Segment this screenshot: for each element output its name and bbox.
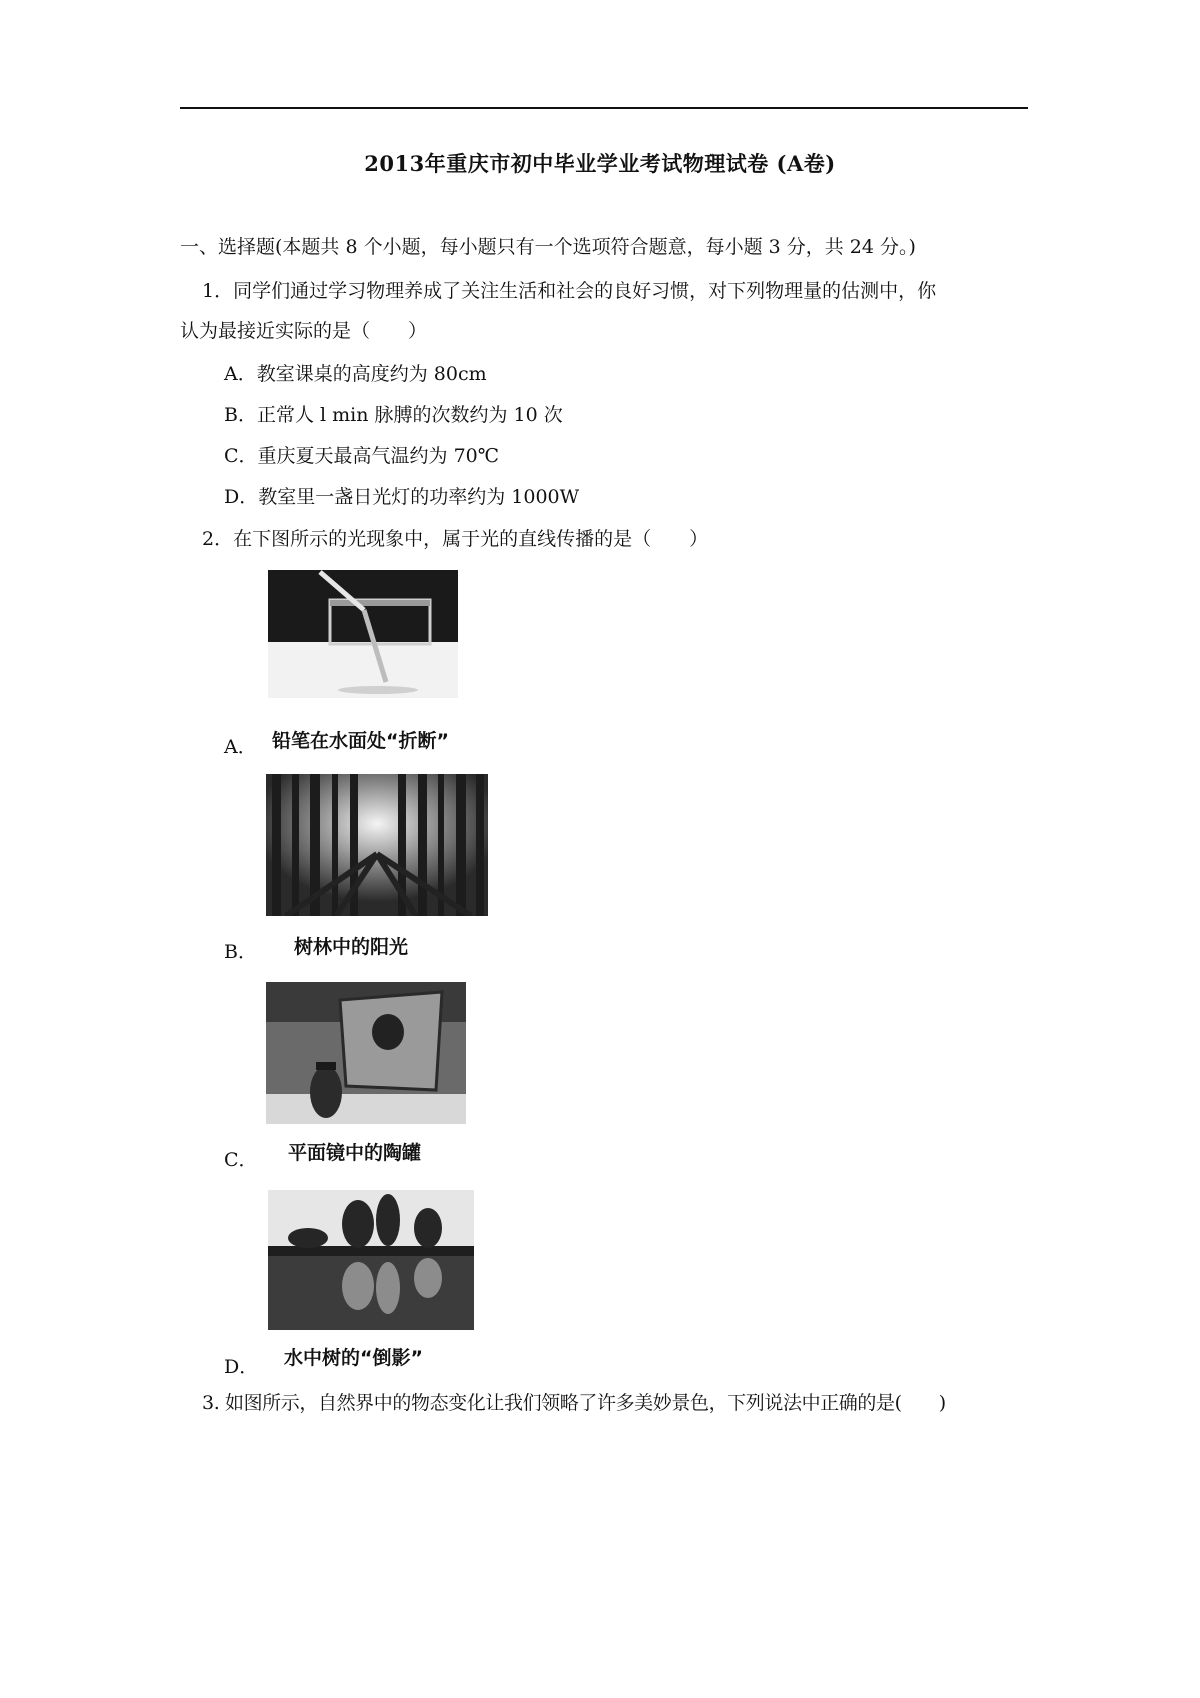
exam-title: 2013年重庆市初中毕业学业考试物理试卷 (A卷) <box>364 151 836 176</box>
question-1-option-a: A．教室课桌的高度约为 80cm <box>224 363 487 385</box>
tree-reflection-image <box>268 1190 474 1330</box>
option-d-letter: D． <box>224 1356 259 1378</box>
pencil-in-water-image <box>268 570 458 698</box>
option-a-letter: A． <box>224 736 257 758</box>
option-b-letter: B． <box>224 941 257 963</box>
option-c-caption: 平面镜中的陶罐 <box>288 1142 422 1164</box>
header-rule <box>180 107 1028 109</box>
question-3-stem: 3. 如图所示，自然界中的物态变化让我们领略了许多美妙景色，下列说法中正确的是( ) <box>202 1392 946 1414</box>
question-1-stem-line1: 1．同学们通过学习物理养成了关注生活和社会的良好习惯，对下列物理量的估测中，你 <box>202 280 937 302</box>
option-c-letter: C． <box>224 1149 258 1171</box>
question-1-option-b: B．正常人 l min 脉膊的次数约为 10 次 <box>224 404 563 426</box>
question-1-stem-line2: 认为最接近实际的是（ ） <box>180 320 428 342</box>
question-2-stem: 2．在下图所示的光现象中，属于光的直线传播的是（ ） <box>202 528 709 550</box>
section-heading: 一、选择题(本题共 8 个小题，每小题只有一个选项符合题意，每小题 3 分，共 24 分。) <box>180 236 916 258</box>
option-a-caption: 铅笔在水面处“折断” <box>272 730 449 752</box>
option-b-caption: 树林中的阳光 <box>294 936 409 958</box>
mirror-jar-image <box>266 982 466 1124</box>
forest-sunlight-image <box>266 774 488 916</box>
question-1-option-c: C．重庆夏天最高气温约为 70℃ <box>224 445 500 467</box>
question-1-option-d: D．教室里一盏日光灯的功率约为 1000W <box>224 486 580 508</box>
option-d-caption: 水中树的“倒影” <box>284 1347 423 1369</box>
